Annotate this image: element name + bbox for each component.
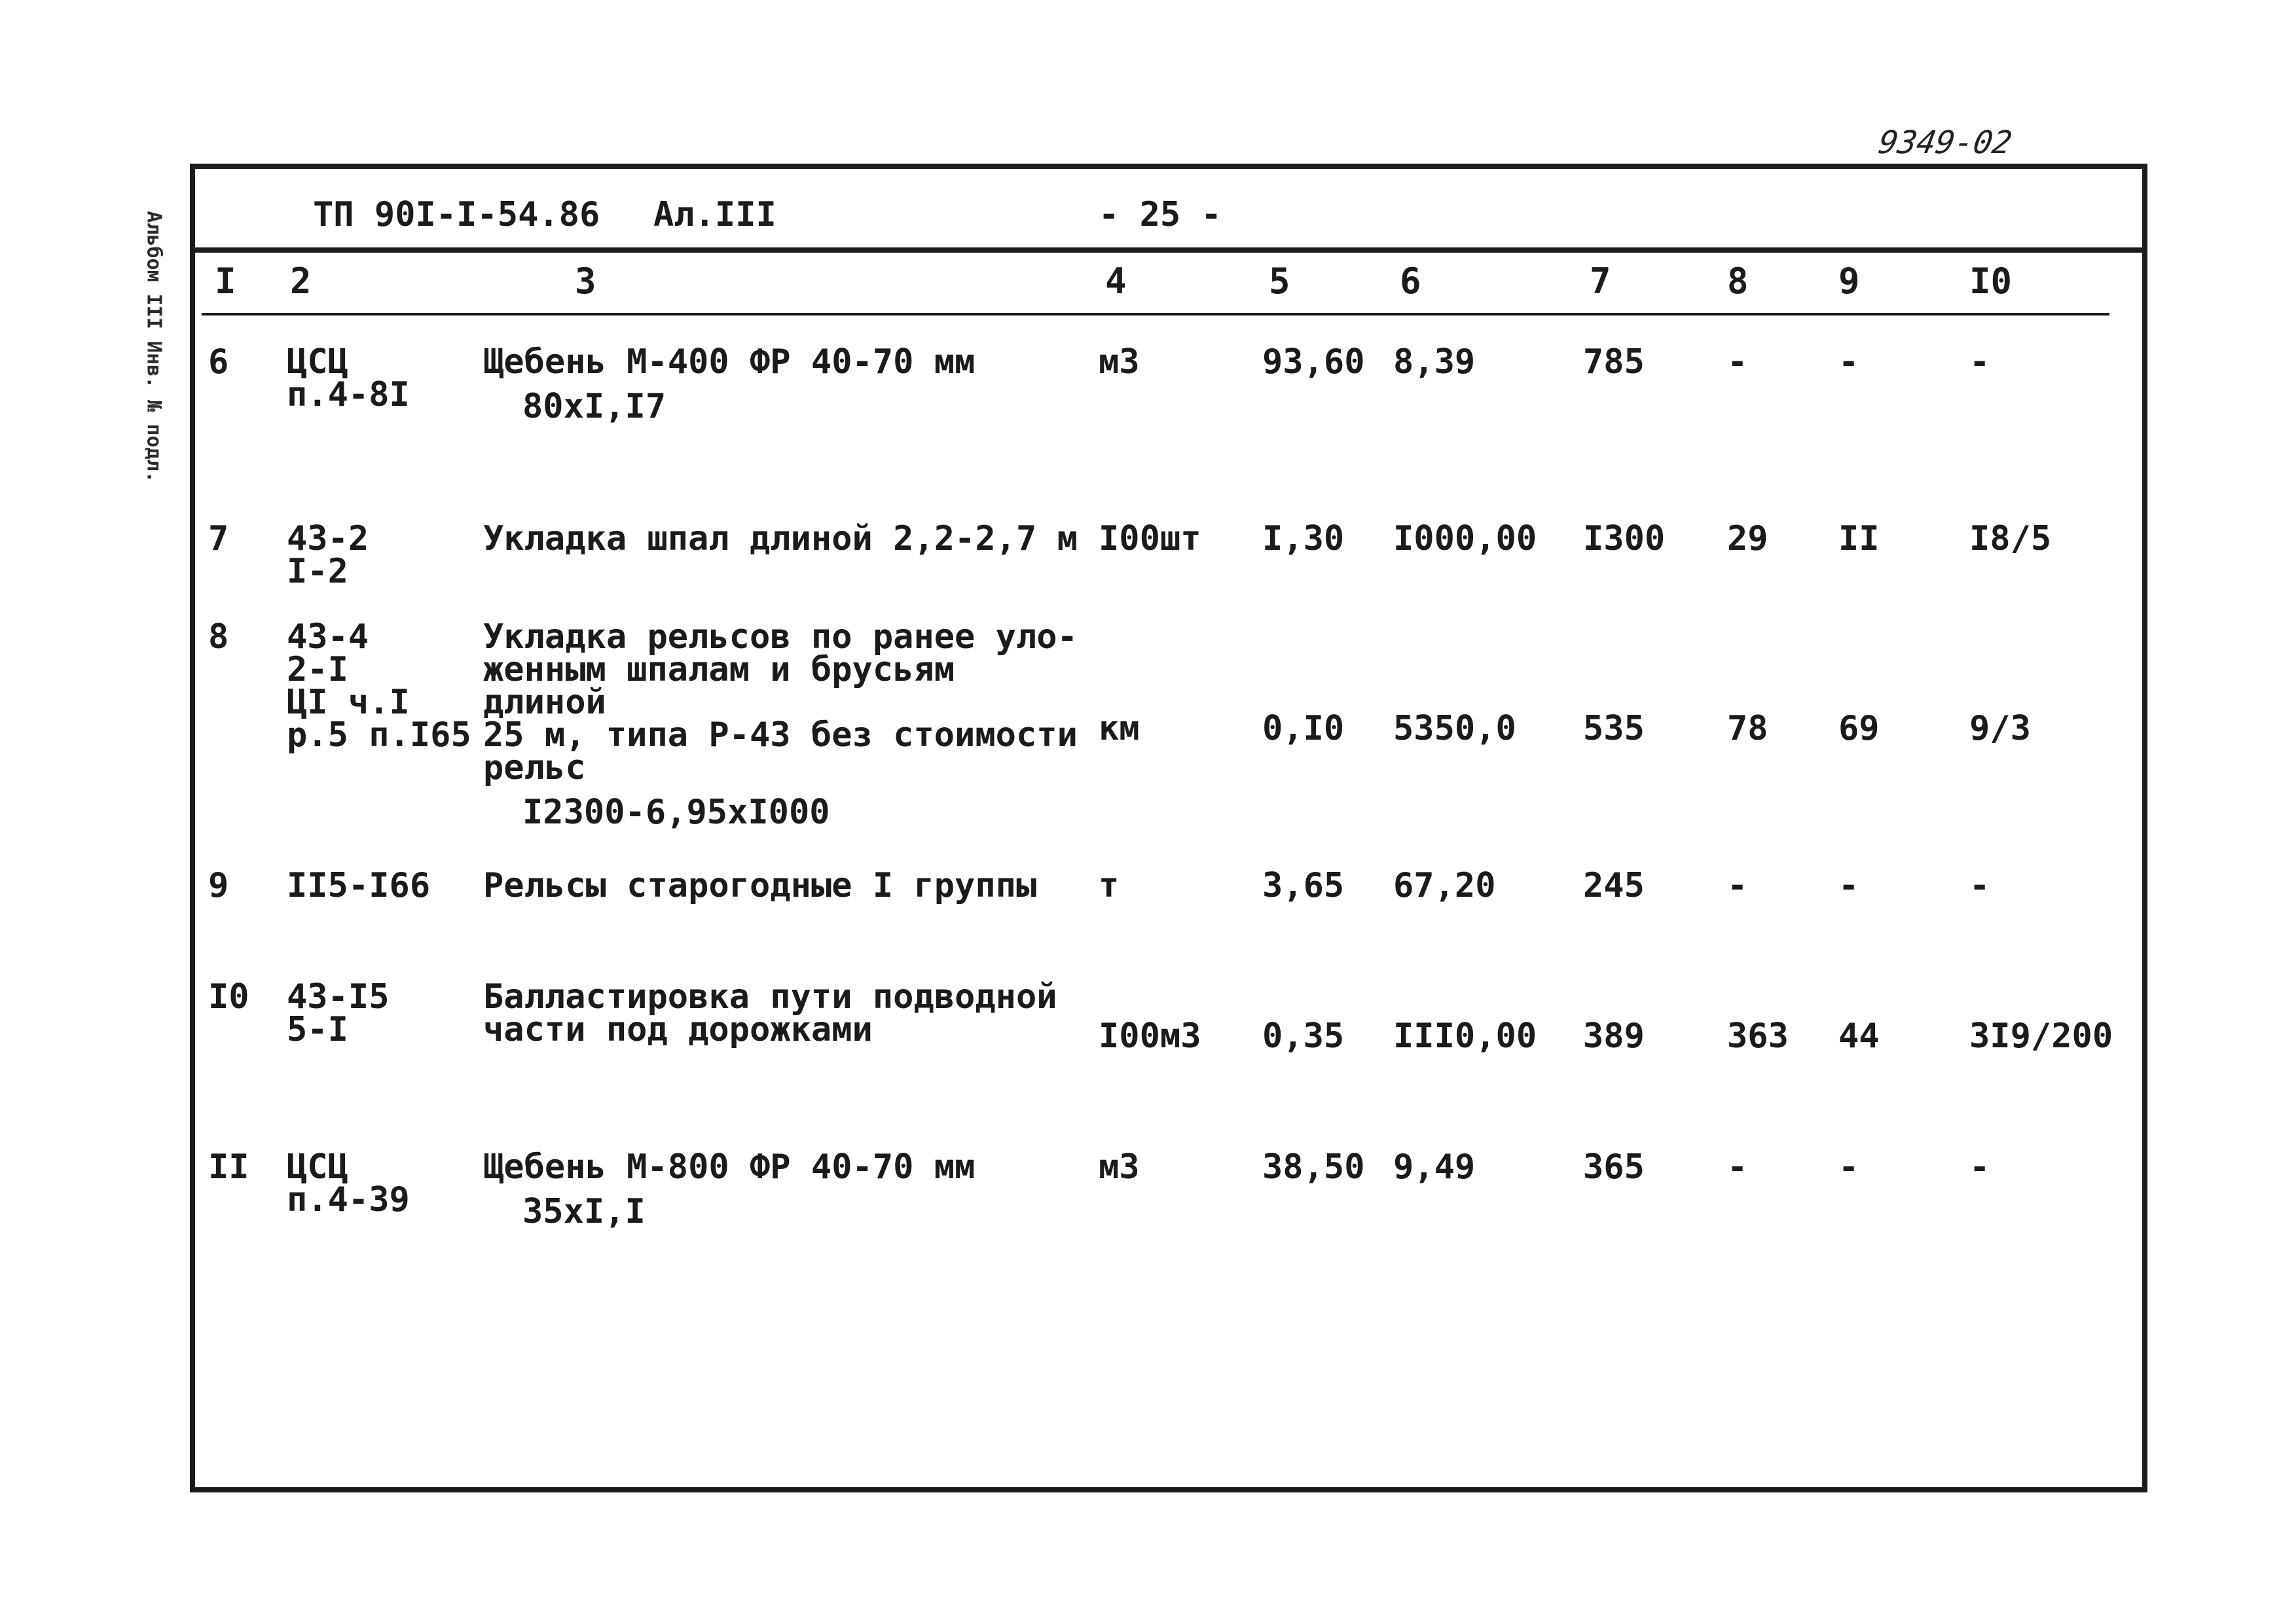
unit-price: 9,49 <box>1393 1147 1476 1187</box>
work-description: Укладка рельсов по ранее уло- женным шпалам и брусьям длиной 25 м, типа Р-43 без стоимости рельс I2300-6,95хI000 <box>483 621 1086 829</box>
unit-price: III0,00 <box>1393 1017 1537 1056</box>
column-number-5: 5 <box>1269 261 1290 302</box>
column-number-3: 3 <box>575 261 596 302</box>
column-number-8: 8 <box>1727 261 1749 302</box>
column-number-2: 2 <box>290 261 312 302</box>
column-8-value: - <box>1727 1147 1748 1187</box>
column-9-value: 69 <box>1838 709 1880 748</box>
row-number: 9 <box>208 866 229 905</box>
total-cost: 535 <box>1583 709 1645 748</box>
column-8-value: - <box>1727 866 1748 905</box>
norm-reference: ЦСЦ п.4-8I <box>287 342 410 414</box>
unit-price: 8,39 <box>1393 342 1476 382</box>
unit-price: I000,00 <box>1393 519 1537 558</box>
quantity: 93,60 <box>1262 342 1365 382</box>
column-9-value: - <box>1838 1147 1859 1187</box>
work-description: Щебень М-400 ФР 40-70 мм 80хI,I7 <box>483 346 1086 423</box>
norm-reference: 43-I5 5-I <box>287 977 390 1049</box>
row-number: 6 <box>208 342 229 382</box>
unit: м3 <box>1099 342 1140 382</box>
calculation-note: 80хI,I7 <box>522 387 666 426</box>
column-numbers-divider <box>202 313 2109 316</box>
norm-reference: 43-2 I-2 <box>287 519 369 591</box>
norm-reference: 43-4 2-I ЦI ч.I р.5 п.I65 <box>287 617 471 755</box>
column-number-10: I0 <box>1969 261 2013 302</box>
work-description: Укладка шпал длиной 2,2-2,7 м <box>483 519 1078 558</box>
work-description: Щебень М-800 ФР 40-70 мм 35хI,I <box>483 1151 1086 1228</box>
norm-reference: II5-I66 <box>287 866 431 905</box>
side-stamp <box>131 164 177 530</box>
unit: I00м3 <box>1099 1017 1201 1056</box>
column-8-value: 29 <box>1727 519 1768 558</box>
column-10-value: - <box>1969 866 1990 905</box>
column-10-value: - <box>1969 1147 1990 1187</box>
column-10-value: - <box>1969 342 1990 382</box>
quantity: I,30 <box>1262 519 1345 558</box>
norm-reference: ЦСЦ п.4-39 <box>287 1147 410 1219</box>
column-10-value: 9/3 <box>1969 709 2031 748</box>
estimate-sheet <box>190 164 2147 1492</box>
calculation-note: I2300-6,95хI000 <box>522 793 830 832</box>
column-10-value: I8/5 <box>1969 519 2052 558</box>
unit: т <box>1099 866 1120 905</box>
album-label: Ал.III <box>653 195 776 234</box>
column-number-1: I <box>215 261 236 302</box>
column-9-value: 44 <box>1838 1017 1880 1056</box>
row-number: II <box>208 1147 249 1187</box>
column-number-4: 4 <box>1105 261 1127 302</box>
column-10-value: 3I9/200 <box>1969 1017 2113 1056</box>
page-number: - 25 - <box>1099 195 1222 234</box>
column-9-value: II <box>1838 519 1880 558</box>
row-number: I0 <box>208 977 249 1017</box>
row-number: 7 <box>208 519 229 558</box>
side-stamp-text: Альбом III Инв. № подл. <box>142 211 166 483</box>
quantity: 0,35 <box>1262 1017 1345 1056</box>
project-code: ТП 90I-I-54.86 <box>313 195 600 234</box>
total-cost: I300 <box>1583 519 1666 558</box>
column-number-7: 7 <box>1590 261 1611 302</box>
total-cost: 245 <box>1583 866 1645 905</box>
column-9-value: - <box>1838 866 1859 905</box>
unit: I00шт <box>1099 519 1201 558</box>
column-8-value: 363 <box>1727 1017 1789 1056</box>
column-8-value: 78 <box>1727 709 1768 748</box>
work-description: Рельсы старогодные I группы <box>483 866 1037 905</box>
header-divider <box>195 247 2142 253</box>
quantity: 38,50 <box>1262 1147 1365 1187</box>
quantity: 0,I0 <box>1262 709 1345 748</box>
column-number-9: 9 <box>1838 261 1860 302</box>
unit: км <box>1099 709 1140 748</box>
total-cost: 389 <box>1583 1017 1645 1056</box>
column-9-value: - <box>1838 342 1859 382</box>
row-number: 8 <box>208 617 229 657</box>
unit-price: 5350,0 <box>1393 709 1516 748</box>
total-cost: 365 <box>1583 1147 1645 1187</box>
column-number-6: 6 <box>1400 261 1421 302</box>
calculation-note: 35хI,I <box>522 1192 646 1231</box>
work-description: Балластировка пути подводной части под дорожками <box>483 977 1057 1049</box>
total-cost: 785 <box>1583 342 1645 382</box>
column-8-value: - <box>1727 342 1748 382</box>
quantity: 3,65 <box>1262 866 1345 905</box>
unit-price: 67,20 <box>1393 866 1496 905</box>
unit: м3 <box>1099 1147 1140 1187</box>
document-number: 9349-02 <box>1876 124 2015 161</box>
